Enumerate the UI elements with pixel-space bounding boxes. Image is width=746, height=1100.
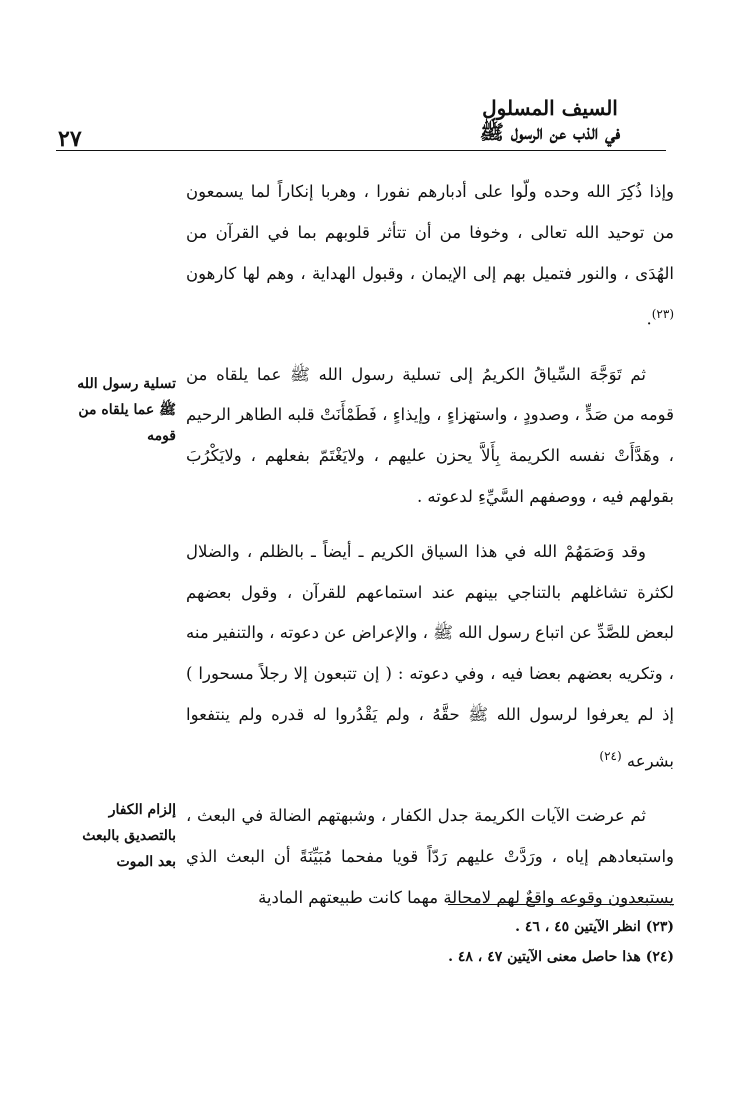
header-rule [56,150,666,151]
footnote-rule [448,904,674,905]
footnote-ref-24: (٢٤) [599,748,622,763]
main-text [186,172,674,919]
paragraph-4: ثم عرضت الآيات الكريمة جدل الكفار ، وشبهتهم الضالة في البعث ، واستبعادهم إياه ، ورَدَّتْ عليهم رَدّاً قويا مفحما مُبَيِّنَةً أن البعث الذي يستبعدون وقوعه واقعٌ لهم لامحالة مهما كانت طبيعتهم المادية [186,806,674,907]
running-head [440,96,660,144]
paragraph-2: ثم تَوَجَّهَ السِّياقُ الكريمُ إلى تسلية رسول الله ﷺ عما يلقاه من قومه من صَدٍّ ، وصدودٍ ، واستهزاءٍ ، وإيذاءٍ ، فَطَمْأَنَتْ قلبه الطاهر الرحيم ، وهَدَّأَتْ نفسه الكريمة بِأَلاَّ يحزن عليهم ، ولايَغْتَمّ بفعلهم ، ولايَكْرُبَ بقولهم فيه ، ووصفهم السَّيِّءِ لدعوته . [186,364,674,507]
paragraph-3-text: وقد وَصَمَهُمْ الله في هذا السياق الكريم ـ أيضاً ـ بالظلم ، والضلال لكثرة تشاغلهم بالتناجي بينهم عند استماعهم للقرآن ، وقول بعضهم لبعض للصَّدِّ عن اتباع رسول الله ﷺ ، والإعراض عن دعوته ، والتنفير منه ، وتكريه بعضهم بعضا فيه ، وفي دعوته : ( إن تتبعون إلا رجلاً مسحورا ) إذ لم يعرفوا لرسول الله ﷺ حقَّهُ ، ولم يَقْدُروا له قدره ولم ينتفعوا بشرعه [186,541,674,771]
running-head-subtitle: في الذب عن الرسول ﷺ [479,120,621,144]
footnote-24: (٢٤) هذا حاصل معنى الآيتين ٤٧ ، ٤٨ . [448,949,674,965]
page-number: ٢٧ [58,126,82,152]
footnote-ref-23: (٢٣) [651,307,674,322]
margin-note-resurrection: إلزام الكفار بالتصديق بالبعث بعد الموت [82,802,176,870]
footnotes [300,912,674,972]
paragraph-1-text: وإذا ذُكِرَ الله وحده ولّوا على أدبارهم نفورا ، وهربا إنكاراً لما يسمعون من توحيد الله تعالى ، وخوفا من أن تتأثر قلوبهم بما في القرآن من الهُدَى ، والنور فتميل بهم إلى الإيمان ، وقبول الهداية ، وهم لها كارهون [186,182,674,283]
paragraph-3 [186,532,674,782]
running-head-title: السيف المسلول [482,96,618,120]
paragraph-1: وإذا ذُكِرَ الله وحده ولّوا على أدبارهم نفورا ، وهربا إنكاراً لما يسمعون من توحيد الله تعالى ، وخوفا من أن تتأثر قلوبهم بما في القرآن من الهُدَى ، والنور فتميل بهم إلى الإيمان ، وقبول الهداية ، وهم لها كارهون $^{(٢٣)}$. [186,182,674,329]
footnote-23: (٢٣) انظر الآيتين ٤٥ ، ٤٦ . [515,919,674,935]
margin-note-consolation: تسلية رسول الله ﷺ عما يلقاه من قومه [77,376,176,444]
